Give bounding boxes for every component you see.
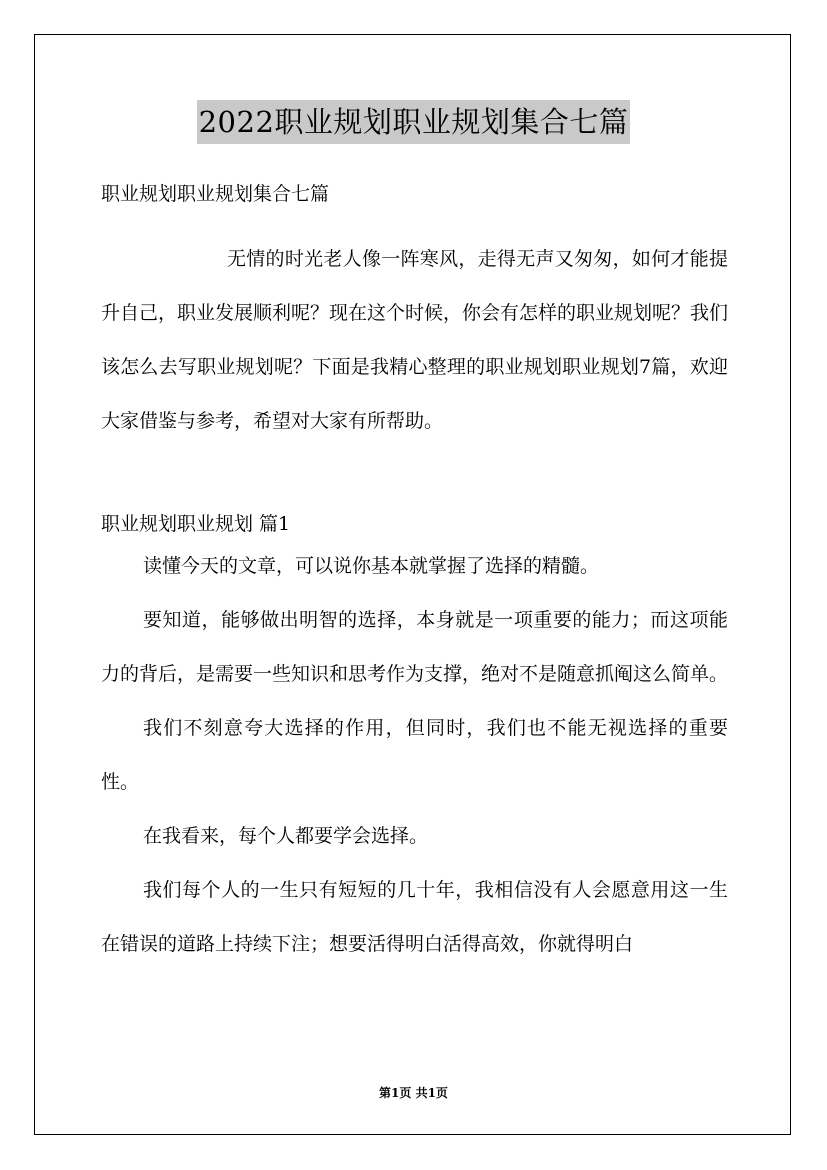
page-footer: 第1页 共1页 [379, 1086, 448, 1100]
title-container [0, 100, 827, 144]
intro-paragraph: 无情的时光老人像一阵寒风，走得无声又匆匆，如何才能提升自己，职业发展顺利呢？现在这个时候，你会有怎样的职业规划呢？我们该怎么去写职业规划呢？下面是我精心整理的职业规划职业规划7篇，欢迎大家借鉴与参考，希望对大家有所帮助。 [101, 248, 729, 432]
document-body [101, 176, 728, 980]
body-paragraph: 要知道，能够做出明智的选择，本身就是一项重要的能力；而这项能力的背后，是需要一些知识和思考作为支撑，绝对不是随意抓阄这么简单。 [101, 609, 729, 685]
body-paragraph: 我们每个人的一生只有短短的几十年，我相信没有人会愿意用这一生在错误的道路上持续下注；想要活得明白活得高效，你就得明白 [101, 879, 728, 955]
section-heading: 职业规划职业规划 篇1 [101, 513, 291, 535]
document-subtitle: 职业规划职业规划集合七篇 [101, 183, 330, 205]
body-paragraph: 在我看来，每个人都要学会选择。 [143, 825, 429, 847]
document-title: 2022职业规划职业规划集合七篇 [197, 100, 631, 144]
body-paragraph: 读懂今天的文章，可以说你基本就掌握了选择的精髓。 [143, 555, 600, 577]
body-paragraph: 我们不刻意夸大选择的作用，但同时，我们也不能无视选择的重要性。 [101, 717, 728, 793]
